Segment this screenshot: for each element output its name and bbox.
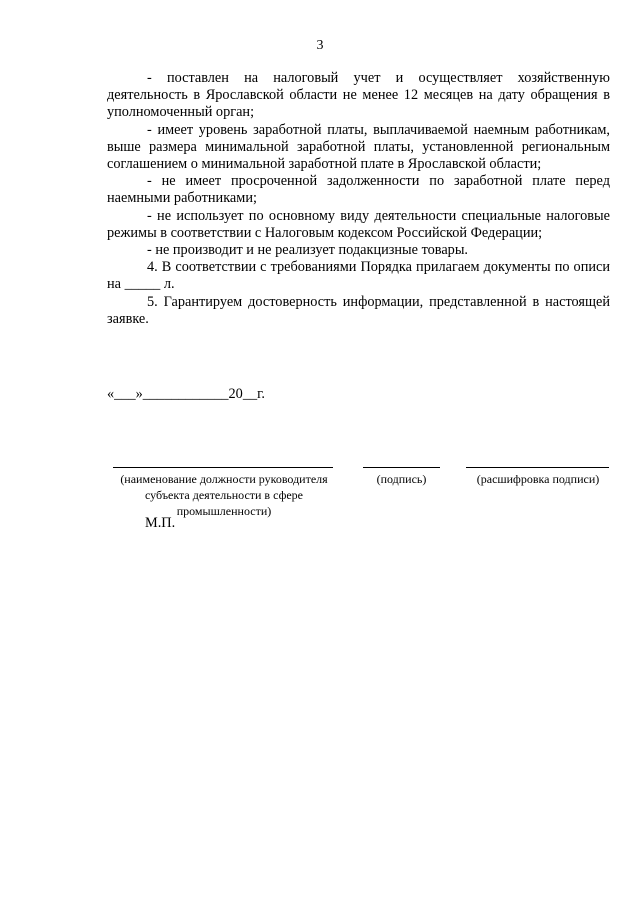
paragraph-no-special-tax-regime: - не использует по основному виду деятельности специальные налоговые режимы в соответствии с Налоговым кодексом Российской Федерации;: [107, 207, 610, 241]
paragraph-guarantee: 5. Гарантируем достоверность информации, представленной в настоящей заявке.: [107, 293, 610, 327]
paragraph-no-wage-debt: - не имеет просроченной задолженности по заработной плате перед наемными работниками;: [107, 173, 610, 207]
paragraph-attached-documents: 4. В соответствии с требованиями Порядка прилагаем документы по описи на _____ л.: [107, 259, 610, 293]
paragraph-no-excise-goods: - не производит и не реализует подакцизные товары.: [147, 242, 469, 259]
decode-signature-line: [466, 467, 609, 468]
position-signature-line: [113, 467, 333, 468]
decode-caption: (расшифровка подписи): [476, 472, 600, 486]
signature-line: [363, 467, 440, 468]
signature-caption: (подпись): [376, 472, 427, 486]
page-number: 3: [316, 38, 324, 53]
date-line: «___»____________20__г.: [107, 386, 265, 402]
stamp-mark: М.П.: [145, 515, 176, 531]
position-caption: (наименование должности руководителя субъекта деятельности в сфере промышленности): [120, 472, 328, 518]
paragraph-tax-registration: - поставлен на налоговый учет и осуществляет хозяйственную деятельность в Ярославской области не менее 12 месяцев на дату обращения в уполномоченный орган;: [107, 70, 610, 121]
paragraph-wage-level: - имеет уровень заработной платы, выплачиваемой наемным работникам, выше размера минимальной заработной платы, установленной региональным соглашением о минимальной заработной плате в Ярославской области;: [107, 121, 610, 173]
document-body: [107, 70, 610, 328]
